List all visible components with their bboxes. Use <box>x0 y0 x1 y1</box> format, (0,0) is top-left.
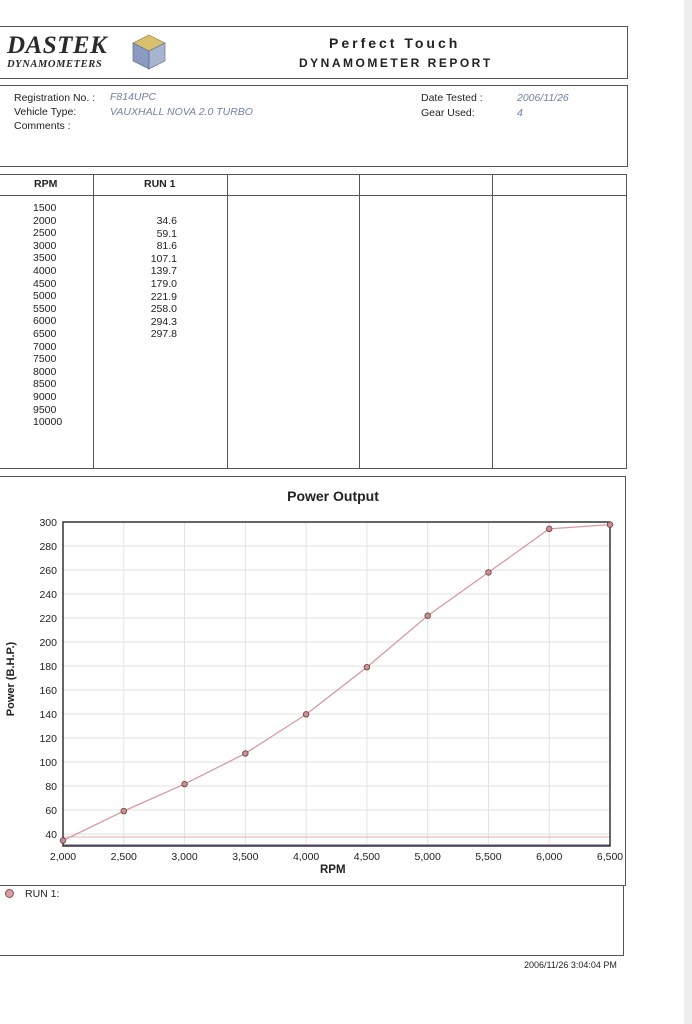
data-point <box>121 808 127 814</box>
chart-title: Power Output <box>287 488 379 504</box>
data-point <box>425 613 431 619</box>
data-point <box>243 751 249 757</box>
rpm-cell: 4000 <box>33 264 57 277</box>
run1-cell: 107.1 <box>150 252 177 265</box>
rpm-cell: 8500 <box>33 378 57 391</box>
date-tested-value: 2006/11/26 <box>517 92 569 104</box>
run1-cell: 179.0 <box>150 277 177 290</box>
vehicle-type-label: Vehicle Type: <box>14 106 77 118</box>
run1-cell: 294.3 <box>150 315 177 328</box>
rpm-cell: 8000 <box>33 365 57 378</box>
x-tick-label: 3,500 <box>232 851 259 863</box>
y-tick-label: 240 <box>39 589 57 601</box>
run1-cell: 139.7 <box>150 265 177 278</box>
y-tick-label: 120 <box>39 733 57 745</box>
data-point <box>303 712 309 718</box>
x-tick-label: 3,000 <box>171 851 198 863</box>
y-tick-label: 140 <box>39 709 57 721</box>
x-axis-label: RPM <box>320 864 346 876</box>
x-tick-label: 6,000 <box>536 851 563 863</box>
x-tick-label: 4,500 <box>353 851 381 863</box>
legend-label: RUN 1: <box>25 888 60 900</box>
y-tick-label: 220 <box>39 613 57 625</box>
y-tick-label: 160 <box>39 685 57 697</box>
data-point <box>486 570 492 576</box>
gear-used-value: 4 <box>517 107 523 119</box>
y-tick-label: 60 <box>45 805 57 817</box>
rpm-cell: 6500 <box>33 327 57 340</box>
rpm-cell: 9000 <box>33 390 57 403</box>
rpm-cell: 9500 <box>33 403 57 416</box>
date-tested-label: Date Tested : <box>421 92 483 104</box>
logo-main-text: DASTEK <box>7 32 108 59</box>
rpm-cell: 4500 <box>33 277 57 290</box>
rpm-cell: 1500 <box>33 202 57 214</box>
rpm-cell: 3500 <box>33 252 57 265</box>
data-point <box>607 522 613 528</box>
run1-cell: 297.8 <box>150 328 177 341</box>
y-tick-label: 200 <box>39 637 57 649</box>
run1-cell: 34.6 <box>156 215 177 227</box>
run1-cell: 258.0 <box>150 303 177 316</box>
report-timestamp: 2006/11/26 3:04:04 PM <box>524 960 617 970</box>
logo-sub-text: DYNAMOMETERS <box>7 59 103 70</box>
data-point <box>182 781 188 787</box>
y-tick-label: 180 <box>39 661 57 673</box>
x-tick-label: 2,500 <box>110 851 137 863</box>
x-tick-label: 5,500 <box>475 851 502 863</box>
rpm-cell: 2500 <box>33 227 57 240</box>
vehicle-type-value: VAUXHALL NOVA 2.0 TURBO <box>110 106 253 118</box>
rpm-cell: 7500 <box>33 353 57 366</box>
report-title-line1: Perfect Touch <box>329 35 461 51</box>
run1-cell: 59.1 <box>156 227 177 240</box>
rpm-cell: 6000 <box>33 315 57 328</box>
y-tick-label: 260 <box>39 565 57 577</box>
run1-cell: 221.9 <box>150 290 177 303</box>
x-tick-label: 5,000 <box>414 851 441 863</box>
registration-label: Registration No. : <box>14 92 96 104</box>
x-tick-label: 6,500 <box>596 851 624 863</box>
y-tick-label: 300 <box>39 517 57 529</box>
run1-column-header: RUN 1 <box>144 178 176 190</box>
registration-value: F814UPC <box>110 91 157 103</box>
legend-marker-icon <box>5 889 14 898</box>
plot-area <box>63 522 610 846</box>
x-tick-label: 2,000 <box>49 851 77 863</box>
run1-cell: 81.6 <box>156 240 177 253</box>
rpm-cell: 2000 <box>33 214 57 227</box>
data-point <box>546 526 552 532</box>
y-tick-label: 80 <box>45 781 57 793</box>
rpm-cell: 5500 <box>33 302 57 315</box>
x-tick-label: 4,000 <box>292 851 320 863</box>
data-point <box>60 838 66 844</box>
comments-label: Comments : <box>14 120 71 132</box>
report-title-line2: DYNAMOMETER REPORT <box>299 56 493 70</box>
rpm-cell: 3000 <box>33 239 57 252</box>
rpm-column-header: RPM <box>34 178 58 190</box>
y-tick-label: 280 <box>39 541 57 553</box>
y-tick-label: 40 <box>45 829 57 841</box>
rpm-cell: 10000 <box>33 416 63 429</box>
legend-panel <box>0 885 624 956</box>
y-tick-label: 100 <box>39 757 57 769</box>
gear-used-label: Gear Used: <box>421 107 475 119</box>
y-axis-label: Power (B.H.P.) <box>5 641 17 717</box>
rpm-cell: 5000 <box>33 290 57 303</box>
rpm-cell: 7000 <box>33 340 57 353</box>
data-point <box>364 664 370 670</box>
